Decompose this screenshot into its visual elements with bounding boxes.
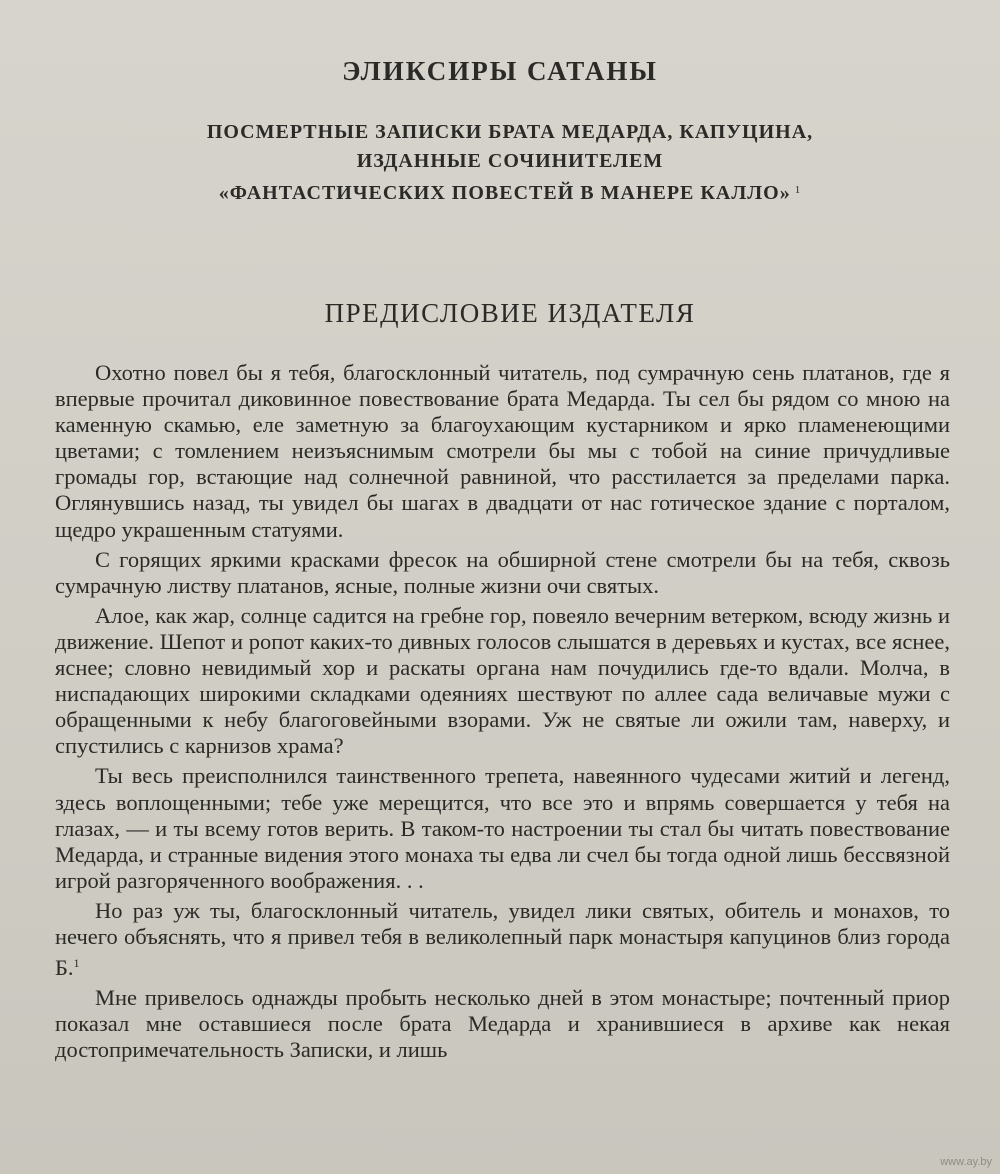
subtitle-line-3 bbox=[0, 176, 1000, 208]
paragraph-5 bbox=[55, 898, 950, 981]
section-heading: ПРЕДИСЛОВИЕ ИЗДАТЕЛЯ bbox=[324, 298, 696, 328]
paragraph-1: Охотно повел бы я тебя, благосклонный читатель, под сумрачную сень платанов, где я впервые прочитал диковинное повествование брата Медарда. Ты сел бы рядом со мною на каменную скамью, еле заметную за благоухающим кустарником и ярко пламенеющими цветами; с томлением неизъяснимым смотрели бы мы с тобой на синие причудливые громады гор, встающие над солнечной равниной, что расстилается за пределами парка. Оглянувшись назад, ты увидел бы шагах в двадцати от нас готическое здание с порталом, щедро украшенным статуями. bbox=[55, 360, 950, 542]
paragraph-5-text: Но раз уж ты, благосклонный читатель, увидел лики святых, обитель и монахов, то нечего объяснять, что я привел тебя в великолепный парк монастыря капуцинов близ города Б. bbox=[55, 897, 950, 981]
subtitle-line-2: ИЗДАННЫЕ СОЧИНИТЕЛЕМ bbox=[356, 150, 664, 172]
body-text bbox=[55, 360, 950, 1067]
subtitle-line-1: ПОСМЕРТНЫЕ ЗАПИСКИ БРАТА МЕДАРДА, КАПУЦИНА, bbox=[206, 121, 814, 143]
subtitle-line-3-text: «ФАНТАСТИЧЕСКИХ ПОВЕСТЕЙ В МАНЕРЕ КАЛЛО» bbox=[218, 182, 791, 204]
paragraph-6: Мне привелось однажды пробыть несколько дней в этом монастыре; почтенный приор показал мне оставшиеся после брата Медарда и хранившиеся в архиве как некая достопримечательность Записки, и лишь bbox=[55, 985, 950, 1063]
book-title: ЭЛИКСИРЫ САТАНЫ bbox=[342, 56, 658, 86]
watermark: www.ay.by bbox=[940, 1156, 992, 1168]
footnote-mark: 1 bbox=[73, 956, 80, 971]
paragraph-4: Ты весь преисполнился таинственного трепета, навеянного чудесами житий и легенд, здесь воплощенными; тебе уже мерещится, что все это и впрямь совершается у тебя на глазах, — и ты всему готов верить. В таком-то настроении ты стал бы читать повествование Медарда, и странные видения этого монаха ты едва ли счел бы тогда одной лишь бессвязной игрой разгоряченного воображения. . . bbox=[55, 763, 950, 893]
book-subtitle bbox=[0, 118, 1000, 208]
paragraph-2: С горящих яркими красками фресок на обширной стене смотрели бы на тебя, сквозь сумрачную листву платанов, ясные, полные жизни очи святых. bbox=[55, 546, 950, 598]
footnote-mark: 1 bbox=[794, 184, 802, 196]
paragraph-3: Алое, как жар, солнце садится на гребне гор, повеяло вечерним ветерком, всюду жизнь и движение. Шепот и ропот каких-то дивных голосов слышатся в деревьях и кустах, все яснее, яснее; словно невидимый хор и раскаты органа нам почудились где-то вдали. Молча, в ниспадающих широкими складками одеяниях шествуют по аллее сада величавые мужи с обращенными к небу благоговейными взорами. Уж не святые ли ожили там, наверху, и спустились с карнизов храма? bbox=[55, 602, 950, 759]
